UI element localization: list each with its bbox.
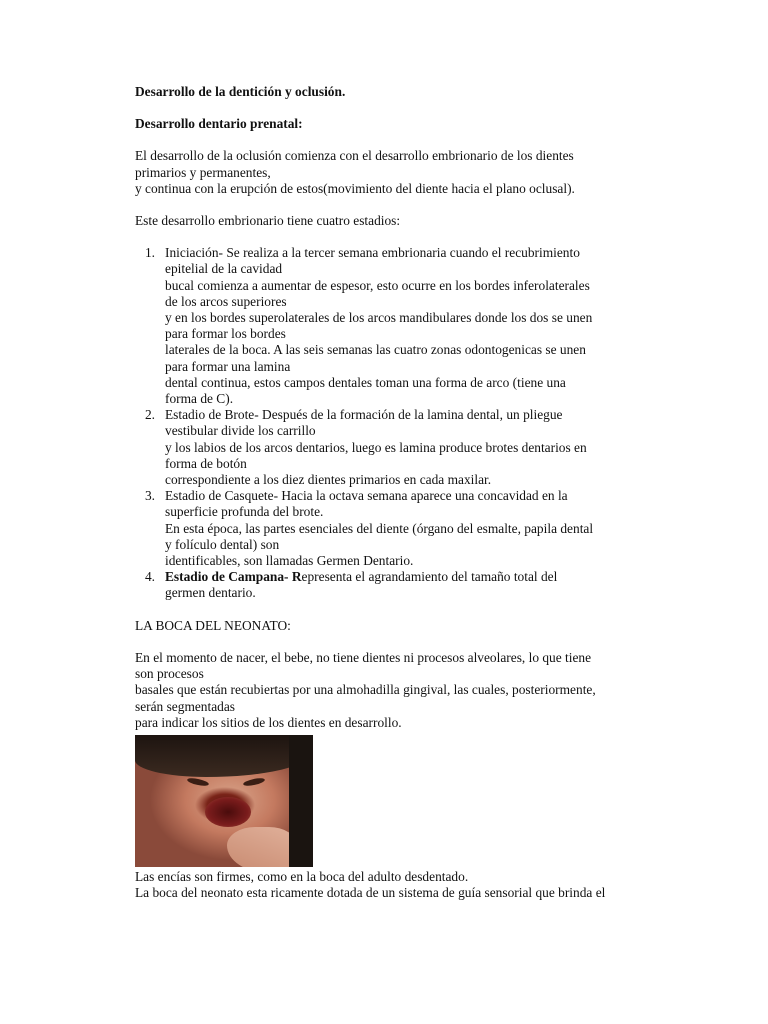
photo-hand: [227, 827, 297, 867]
text-line: superficie profunda del brote.: [165, 504, 324, 520]
text-line: germen dentario.: [165, 585, 256, 601]
text-line: vestibular divide los carrillo: [165, 423, 316, 439]
text-line: En esta época, las partes esenciales del diente (órgano del esmalte, papila dental: [165, 520, 594, 536]
section-heading-prenatal: Desarrollo dentario prenatal:: [135, 116, 303, 132]
text-line: y continua con la erupción de estos(movimiento del diente hacia el plano oclusal).: [135, 180, 575, 196]
text-line: La boca del neonato esta ricamente dotada de un sistema de guía sensorial que brinda el: [135, 885, 606, 901]
stage-text: epresenta el agrandamiento del tamaño total del: [301, 569, 558, 585]
photo-hair: [135, 735, 313, 777]
text-line: forma de C).: [165, 391, 234, 407]
section-heading-neonato: LA BOCA DEL NEONATO:: [135, 617, 291, 633]
photo-shadow: [289, 735, 313, 867]
text-line: En el momento de nacer, el bebe, no tiene dientes ni procesos alveolares, lo que tiene: [135, 649, 592, 665]
list-number: 1.: [144, 245, 155, 261]
text-line: son procesos: [135, 666, 204, 682]
text-line: de los arcos superiores: [165, 293, 287, 309]
text-line: basales que están recubiertas por una almohadilla gingival, las cuales, posteriormente,: [135, 682, 596, 698]
text-line: dental continua, estos campos dentales toman una forma de arco (tiene una: [165, 374, 566, 390]
closing-paragraph: [135, 869, 640, 901]
text-line: para indicar los sitios de los dientes en desarrollo.: [135, 714, 402, 730]
photo-mouth: [205, 797, 251, 827]
text-line: para formar una lamina: [165, 358, 291, 374]
text-line: serán segmentadas: [135, 698, 236, 714]
text-line: forma de botón: [165, 455, 247, 471]
list-number: 2.: [144, 407, 155, 423]
text-line: y los labios de los arcos dentarios, luego es lamina produce brotes dentarios en: [165, 439, 587, 455]
list-item: [135, 245, 640, 407]
text-line: Las encías son firmes, como en la boca del adulto desdentado.: [135, 868, 469, 884]
stage-bold-label: Estadio de Campana- R: [165, 569, 302, 585]
stages-intro: Este desarrollo embrionario tiene cuatro estadios:: [135, 213, 401, 229]
list-item: [135, 488, 640, 569]
text-line: [165, 569, 640, 585]
photo-eye-right: [243, 777, 266, 787]
text-line: identificables, son llamadas Germen Dentario.: [165, 553, 414, 569]
text-line: para formar los bordes: [165, 326, 286, 342]
text-line: Estadio de Casquete- Hacia la octava semana aparece una concavidad en la: [165, 488, 568, 504]
text-line: y folículo dental) son: [165, 536, 280, 552]
text-line: laterales de la boca. A las seis semanas las cuatro zonas odontogenicas se unen: [165, 342, 586, 358]
text-line: primarios y permanentes,: [135, 164, 271, 180]
text-line: Iniciación- Se realiza a la tercer semana embrionaria cuando el recubrimiento: [165, 245, 580, 261]
document-page: [135, 84, 640, 901]
photo-eye-left: [187, 777, 210, 787]
stages-list: [135, 245, 640, 601]
list-number: 4.: [144, 569, 155, 585]
text-line: epitelial de la cavidad: [165, 261, 283, 277]
intro-paragraph: [135, 148, 640, 197]
list-item: [135, 569, 640, 601]
text-line: y en los bordes superolaterales de los arcos mandibulares donde los dos se unen: [165, 310, 593, 326]
list-number: 3.: [144, 488, 155, 504]
text-line: bucal comienza a aumentar de espesor, esto ocurre en los bordes inferolaterales: [165, 277, 590, 293]
neonate-photo: [135, 735, 313, 867]
text-line: El desarrollo de la oclusión comienza con el desarrollo embrionario de los dientes: [135, 148, 574, 164]
list-item: [135, 407, 640, 488]
text-line: Estadio de Brote- Después de la formación de la lamina dental, un pliegue: [165, 407, 563, 423]
document-title: Desarrollo de la dentición y oclusión.: [135, 84, 346, 99]
text-line: correspondiente a los diez dientes primarios en cada maxilar.: [165, 472, 492, 488]
neonato-paragraph: [135, 650, 640, 731]
